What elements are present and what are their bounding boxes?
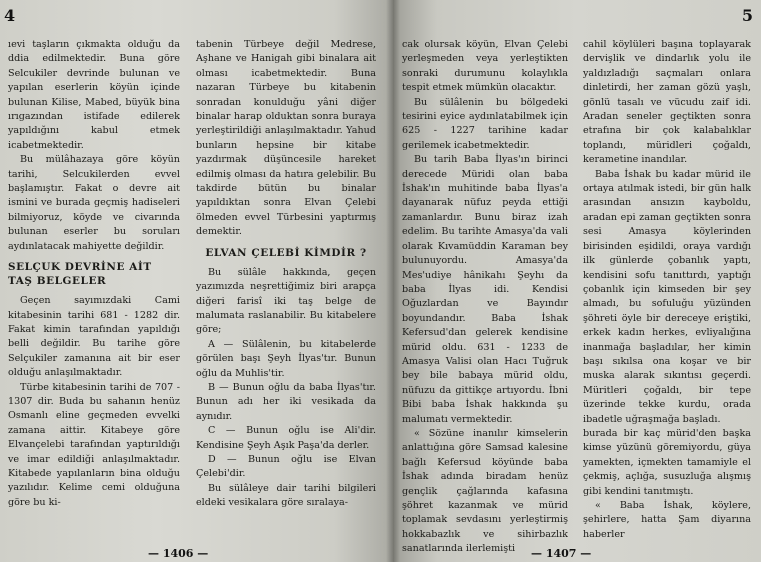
quote-paragraph: « Sözüne inanılır kimselerin anlattığına göre Samsad kalesine bağlı Kefersud köyünde baba İshak adında biradam henüz gençlik çağlarında kafasına şöhret kazanmak ve mürid toplamak sevdasını yerleştirmiş hokkabazlık ve sihirbazlık sanatlarında ilerlemişti: [402, 427, 568, 555]
paragraph: burada bir kaç mürid'den başka kimse yüzünü göremiyordu, güya yamekten, içmekten tamamiyle el çekmiş, açlığa, susuzluğa alışmış gibi kendini tanıtmıştı.: [583, 427, 751, 497]
quote-paragraph: « Baba İshak, köylere, şehirlere, hatta Şam diyarına haberler: [583, 500, 751, 540]
paragraph: Bu sülâle hakkında, geçen yazımızda neşrettiğimiz biri arapça diğeri farisî iki taş belge de malumata raslanabilir. Bu kitabelere göre;: [196, 266, 376, 336]
right-column-1: [402, 38, 568, 557]
list-item: B — Bunun oğlu da baba İlyas'tır. Bunun adı her iki vesikada da aynıdır.: [196, 381, 376, 422]
book-gutter: [386, 0, 400, 562]
list-item: C — Bunun oğlu ise Ali'dir. Kendisine Şeyh Aşık Paşa'da derler.: [196, 425, 376, 451]
right-column-2: [583, 38, 751, 542]
page-folio-right: — 1407 —: [531, 547, 592, 560]
paragraph: cak olursak köyün, Elvan Çelebi yerleşmeden veya yerleştikten sonraki durumunu kolaylıkla tespit etmek mümkün olacaktır.: [402, 39, 568, 94]
paragraph: Türbe kitabesinin tarihi de 707 - 1307 dir. Buda bu sahanın henüz Osmanlı eline geçmeden evvelki zamana aittir. Kitabeye göre Elvançelebi tarafından yaptırıldığı ve imar edildiği anlaşılmaktadır. Kitabede yapılanların bina olduğu yazılıdır. Kelime cemi olduğuna göre bu ki-: [8, 381, 180, 508]
paragraph: cahil köylüleri başına toplayarak dervişlik ve dindarlık yolu ile yaldızladığı saçmaları onlara dinletirdi, her zaman gözü yaşlı, gönlü tasalı ve vücudu zaif idi. Aradan seneler geçtikten sonra etrafına bir çok kalabalıklar toplandı, müridleri çoğaldı, kerametine inandılar.: [583, 39, 751, 166]
page-corner-mark-left: 4: [4, 6, 16, 25]
section-heading: ELVAN ÇELEBİ KİMDİR ?: [205, 246, 367, 259]
list-item: D — Bunun oğlu ise Elvan Çelebi'dir.: [196, 453, 376, 480]
list-item: A — Sülâlenin, bu kitabelerde görülen başı Şeyh İlyas'tır. Bunun oğlu da Muhlis'tir.: [196, 338, 376, 379]
left-column-2: [196, 38, 376, 511]
section-heading: SELÇUK DEVRİNE AİT TAŞ BELGELER: [8, 261, 152, 288]
left-column-1: [8, 38, 180, 510]
paragraph: Geçen sayımızdaki Cami kitabesinin tarihi 681 - 1282 dir. Fakat kimin tarafından yapıldığı belli değildir. Bu tarihe göre Selçukiler zamanına ait bir eser olduğu anlaşılmaktadır.: [8, 295, 180, 379]
paragraph: tabenin Türbeye değil Medrese, Aşhane ve Hanigah gibi binalara ait olması icabetmektedir. Buna nazaran Türbeye bu kitabenin sonradan konulduğu yâni diğer binalar harap olduktan sonra buraya yerleştirildiği anlaşılmaktadır. Yahud bunların hepsine bir kitabe yazdırmak düşüncesile hareket edilmiş olması da hatıra gelebilir. Bu takdirde bütün bu binalar yapıldıktan sonra Elvan Çelebi ölmeden evvel Türbesini yaptırmış demektir.: [196, 39, 376, 238]
paragraph: ıevi taşların çıkmakta olduğu da ddia edilmektedir. Buna göre Selcukiler devrinde bulunan ve yapılan eserlerin köyün içinde bulunan Kilise, Mabed, büyük bina ırıgazından istifade edilerek yapıldığını kabul etmek icabetmektedir.: [8, 39, 180, 151]
page-corner-mark-right: 5: [741, 6, 753, 25]
paragraph: Bu sülâleye dair tarihi bilgileri eldeki vesikalara göre sıralaya-: [196, 482, 376, 509]
paragraph: Bu mülâhazaya göre köyün tarihi, Selcukilerden evvel başlamıştır. Fakat o devre ait ismini ve burada geçmiş hadiseleri bilmiyoruz, köyde ve civarında bulunan eserler bu soruları aydınlatacak mahiyette değildir.: [8, 154, 180, 252]
right-page: [393, 0, 761, 562]
paragraph: Bu tarih Baba İlyas'ın birinci derecede Müridi olan baba İshak'ın muhitinde baba İlyas'a dayanarak nüfuz peyda ettiği zamanlardır. Bunu biraz izah edelim. Bu tarihte Amasya'da vali olarak Kıvamüddin Karaman bey bulunuyordu. Amasya'da Mes'udiye hânikahı Şeyhı da baba İlyas idi. Kendisi Oğuzlardan ve Bayındır boyundandır. Baba İshak Kefersud'dan gelerek kendisine mürid oldu. 631 - 1233 de Amasya Valisi olan Hacı Tuğruk bey bile babaya mürid oldu, nüfuzu da gittikçe artıyordu. İbni Bibi baba İshak hakkında şu malumatı vermektedir.: [402, 154, 568, 425]
page-folio-left: — 1406 —: [148, 547, 209, 560]
paragraph: Bu sülâlenin bu bölgedeki tesirini eyice aydınlatabilmek için 625 - 1227 tarihine kadar gerilemek icabetmektedir.: [402, 96, 568, 151]
paragraph: Baba İshak bu kadar mürid ile ortaya atılmak istedi, bir gün halk arasından ansızın kayboldu, aradan epi zaman geçtikten sonra sesi Amasya köylerinden birisinden eşidildi, oraya vardığı ilk günlerde çobanlık yaptı, kendisini sofu tanıttırdı, yaptığı çobanlık için kimseden bir şey almadı, bu sofuluğu yüzünden şöhreti öyle bir dereceye eriştiki, erkek kadın herkes, evliyalığına inanmağa başladılar, her kimin başı sıkılsa ona koşar ve bir muska alarak sıkıntısı geçerdi. Müritleri çoğaldı, bir tepe üzerinde tekke kurdu, orada ibadetle uğraşmağa başladı.: [583, 168, 751, 425]
